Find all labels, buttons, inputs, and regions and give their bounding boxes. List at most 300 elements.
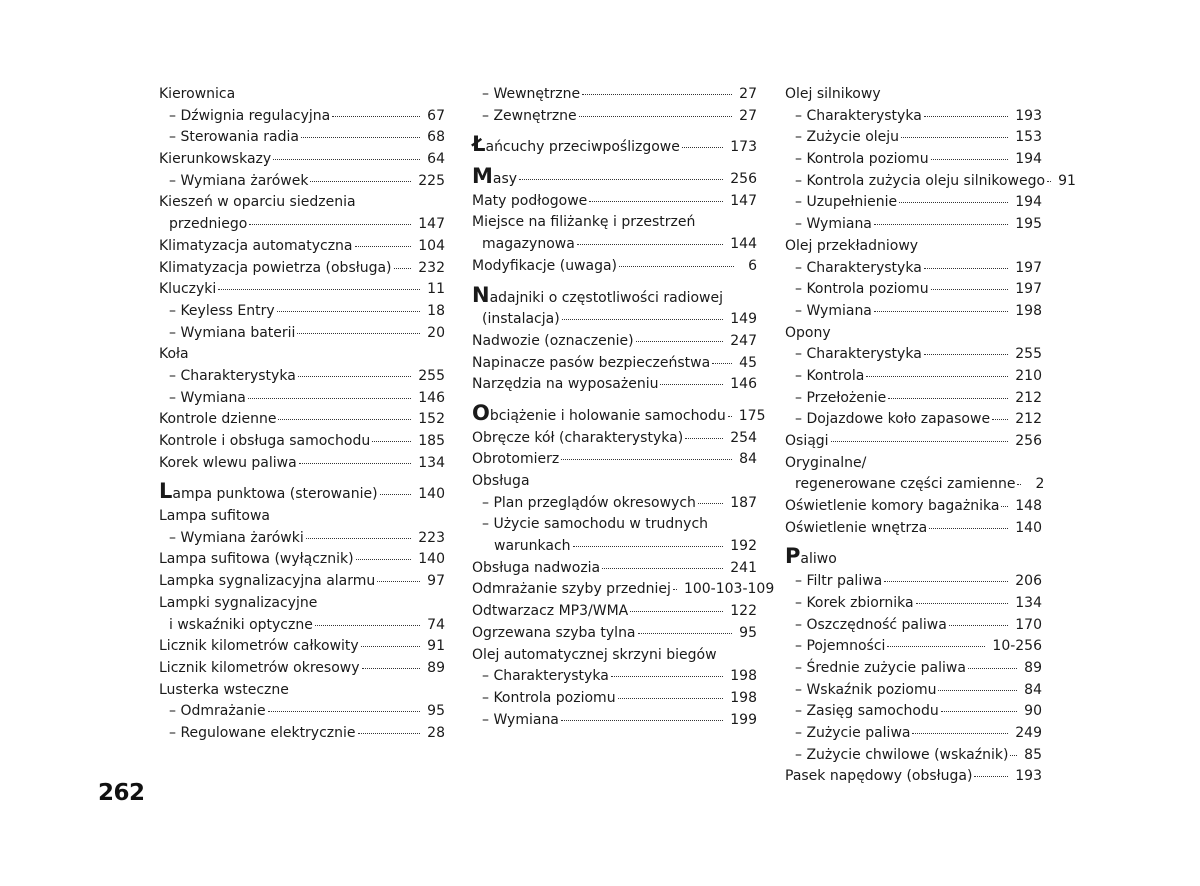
dot-leader: [278, 419, 411, 420]
entry-page-number: 249: [1015, 724, 1042, 741]
index-subentry: [785, 615, 1042, 637]
entry-page-number: 10-256: [992, 638, 1042, 655]
entry-label: – Filtr paliwa: [795, 573, 883, 590]
dot-leader: [297, 333, 420, 334]
entry-label: – Regulowane elektrycznie: [169, 724, 356, 741]
entry-label-rest: bciążenie i holowanie samochodu: [489, 407, 726, 424]
entry-page-number: 170: [1015, 616, 1042, 633]
dot-leader: [362, 668, 421, 669]
index-entry: [472, 309, 757, 331]
index-subentry: [159, 723, 445, 745]
index-subentry: [472, 493, 757, 515]
index-entry: [472, 579, 775, 601]
entry-label: – Użycie samochodu w trudnych: [482, 516, 709, 533]
dot-leader: [673, 589, 677, 590]
entry-page-number: 247: [730, 332, 757, 349]
entry-page-number: 6: [748, 257, 757, 274]
index-entry: [159, 506, 445, 528]
entry-label: regenerowane części zamienne: [795, 476, 1016, 493]
index-entry: [472, 282, 757, 310]
entry-label: Klimatyzacja automatyczna: [159, 237, 353, 254]
section-initial: Ł: [472, 132, 486, 157]
entry-page-number: 198: [730, 668, 757, 685]
entry-label: [472, 400, 726, 428]
entry-label: – Kontrola poziomu: [482, 689, 616, 706]
index-subentry: [472, 84, 757, 106]
dot-leader: [573, 546, 724, 547]
index-subentry: [785, 106, 1042, 128]
entry-label: – Charakterystyka: [795, 346, 922, 363]
dot-leader: [916, 603, 1009, 604]
dot-leader: [874, 224, 1008, 225]
entry-label: Kierownica: [159, 86, 236, 102]
entry-label: (instalacja): [482, 311, 560, 328]
entry-label-rest: aliwo: [800, 551, 837, 568]
dot-leader: [315, 625, 420, 626]
entry-page-number: 212: [1015, 389, 1042, 406]
entry-page-number: 153: [1015, 129, 1042, 146]
entry-label: – Zasięg samochodu: [795, 703, 939, 720]
entry-label: – Charakterystyka: [169, 367, 296, 384]
dot-leader: [949, 625, 1008, 626]
index-entry: [472, 623, 757, 645]
entry-label-rest: adajniki o częstotliwości radiowej: [489, 289, 723, 306]
dot-leader: [249, 224, 411, 225]
index-subentry: [785, 723, 1042, 745]
entry-label: Lampka sygnalizacyjna alarmu: [159, 573, 376, 590]
dot-leader: [968, 668, 1017, 669]
entry-label: magazynowa: [482, 236, 575, 253]
dot-leader: [941, 711, 1017, 712]
entry-page-number: 198: [730, 689, 757, 706]
dot-leader: [636, 341, 724, 342]
entry-page-number: 134: [1015, 594, 1042, 611]
entry-label: – Kontrola: [795, 367, 865, 384]
entry-page-number: 89: [427, 659, 445, 676]
index-entry: [785, 236, 1042, 258]
index-entry: [159, 431, 445, 453]
entry-page-number: 147: [730, 192, 757, 209]
entry-page-number: 212: [1015, 411, 1042, 428]
entry-label: Licznik kilometrów całkowity: [159, 638, 359, 655]
index-entry: [785, 518, 1042, 540]
entry-label: – Wymiana: [795, 216, 872, 233]
entry-label: Olej silnikowy: [785, 86, 881, 102]
dot-leader: [306, 538, 412, 539]
dot-leader: [938, 690, 1017, 691]
dot-leader: [912, 733, 1008, 734]
index-subentry: [159, 127, 445, 149]
entry-page-number: 134: [418, 454, 445, 471]
dot-leader: [924, 116, 1008, 117]
entry-label: Odtwarzacz MP3/WMA: [472, 603, 629, 620]
entry-label: – Charakterystyka: [795, 107, 922, 124]
dot-leader: [1047, 181, 1051, 182]
dot-leader: [924, 268, 1008, 269]
entry-page-number: 254: [730, 429, 757, 446]
entry-label: [472, 132, 680, 159]
entry-page-number: 195: [1015, 216, 1042, 233]
entry-page-number: 140: [418, 551, 445, 568]
dot-leader: [380, 494, 412, 495]
entry-page-number: 18: [427, 302, 445, 319]
dot-leader: [298, 376, 411, 377]
dot-leader: [728, 416, 732, 417]
index-entry: [472, 428, 757, 450]
index-subentry: [785, 388, 1042, 410]
entry-page-number: 173: [730, 139, 757, 156]
entry-page-number: 144: [730, 236, 757, 253]
dot-leader: [884, 581, 1008, 582]
index-subentry: [472, 666, 757, 688]
index-subentry: [785, 301, 1042, 323]
entry-label: przedniego: [169, 216, 248, 233]
dot-leader: [561, 720, 723, 721]
entry-label: Narzędzia na wyposażeniu: [472, 376, 659, 393]
entry-label: – Charakterystyka: [795, 259, 922, 276]
dot-leader: [901, 137, 1008, 138]
dot-leader: [377, 581, 420, 582]
entry-page-number: 27: [739, 107, 757, 124]
entry-label: – Zużycie oleju: [795, 129, 900, 146]
index-entry: [159, 236, 445, 258]
entry-page-number: 225: [418, 172, 445, 189]
index-column-3: [785, 84, 1076, 788]
index-subentry: [472, 688, 757, 710]
dot-leader: [866, 376, 1008, 377]
entry-label: Obsługa nadwozia: [472, 559, 601, 576]
dot-leader: [831, 441, 1009, 442]
entry-label: [472, 164, 518, 191]
entry-label: – Oszczędność paliwa: [795, 616, 947, 633]
dot-leader: [924, 354, 1008, 355]
dot-leader: [611, 676, 723, 677]
index-column-1: [159, 84, 445, 745]
index-entry: [472, 558, 757, 580]
index-entry: [159, 479, 445, 506]
entry-label: – Zużycie paliwa: [795, 724, 911, 741]
entry-page-number: 140: [1015, 519, 1042, 536]
entry-page-number: 197: [1015, 259, 1042, 276]
dot-leader: [589, 201, 723, 202]
entry-label: – Średnie zużycie paliwa: [795, 659, 966, 676]
entry-label: – Wymiana: [795, 302, 872, 319]
entry-label: Miejsce na filiżankę i przestrzeń: [472, 214, 696, 231]
entry-label: [159, 479, 378, 506]
index-subentry: [785, 192, 1042, 214]
dot-leader: [582, 94, 732, 95]
index-entry: [159, 192, 445, 214]
dot-leader: [638, 633, 733, 634]
dot-leader: [660, 384, 723, 385]
entry-label: – Wymiana żarówek: [169, 172, 309, 189]
entry-page-number: 223: [418, 529, 445, 546]
entry-label: – Kontrola poziomu: [795, 151, 929, 168]
entry-page-number: 256: [730, 171, 757, 188]
dot-leader: [579, 116, 733, 117]
entry-label: – Dźwignia regulacyjna: [169, 107, 331, 124]
dot-leader: [602, 568, 723, 569]
entry-page-number: 210: [1015, 367, 1042, 384]
entry-page-number: 232: [418, 259, 445, 276]
dot-leader: [874, 311, 1008, 312]
dot-leader: [277, 311, 421, 312]
dot-leader: [712, 363, 732, 364]
entry-page-number: 27: [739, 86, 757, 102]
entry-label: – Kontrola zużycia oleju silnikowego: [795, 172, 1046, 189]
entry-label: – Dojazdowe koło zapasowe: [795, 411, 991, 428]
entry-label: Osiągi: [785, 433, 829, 449]
dot-leader: [1010, 755, 1017, 756]
entry-label: – Pojemności: [795, 638, 886, 655]
dot-leader: [372, 441, 411, 442]
entry-label: – Przełożenie: [795, 389, 887, 406]
index-subentry: [785, 279, 1042, 301]
entry-page-number: 149: [730, 311, 757, 328]
index-entry: [159, 549, 445, 571]
dot-leader: [562, 319, 724, 320]
entry-page-number: 89: [1024, 659, 1042, 676]
entry-page-number: 193: [1015, 107, 1042, 124]
index-entry: [472, 449, 757, 471]
index-entry: [785, 766, 1042, 788]
entry-label: Obręcze kół (charakterystyka): [472, 429, 684, 446]
dot-leader: [561, 459, 732, 460]
entry-label: Licznik kilometrów okresowy: [159, 659, 360, 676]
index-column-2: [472, 84, 775, 731]
dot-leader: [301, 137, 420, 138]
entry-page-number: 175: [738, 407, 766, 424]
index-entry: [785, 84, 1042, 106]
index-subentry: [159, 388, 445, 410]
index-entry: [159, 409, 445, 431]
index-entry: [785, 544, 1042, 571]
entry-label: Oryginalne/: [785, 454, 867, 471]
index-entry: [785, 323, 1042, 345]
index-subentry: [785, 680, 1042, 702]
dot-leader: [974, 776, 1008, 777]
dot-leader: [361, 646, 420, 647]
entry-page-number: 85: [1024, 746, 1042, 763]
dot-leader: [899, 202, 1008, 203]
index-subentry: [785, 214, 1042, 236]
index-entry: [472, 234, 757, 256]
index-entry: [472, 536, 757, 558]
entry-page-number: 91: [1058, 172, 1076, 189]
entry-page-number: 199: [730, 711, 757, 728]
entry-page-number: 187: [730, 494, 757, 511]
dot-leader: [929, 528, 1008, 529]
entry-page-number: 241: [730, 559, 757, 576]
entry-label: Obrotomierz: [472, 451, 560, 468]
entry-page-number: 194: [1015, 151, 1042, 168]
entry-label: – Wewnętrzne: [482, 86, 581, 102]
entry-label: Modyfikacje (uwaga): [472, 257, 618, 274]
index-subentry: [785, 745, 1042, 767]
entry-label: Odmrażanie szyby przedniej: [472, 581, 671, 598]
entry-page-number: 146: [418, 389, 445, 406]
dot-leader: [931, 289, 1009, 290]
index-entry: [472, 400, 766, 428]
entry-page-number: 2: [1035, 476, 1045, 493]
index-subentry: [472, 710, 757, 732]
entry-label: Lampa sufitowa (wyłącznik): [159, 551, 354, 568]
entry-page-number: 122: [730, 603, 757, 620]
index-subentry: [785, 409, 1042, 431]
dot-leader: [394, 268, 412, 269]
entry-label: – Odmrażanie: [169, 703, 266, 720]
index-entry: [472, 212, 757, 234]
entry-label: – Korek zbiornika: [795, 594, 914, 611]
dot-leader: [685, 438, 723, 439]
entry-label: Opony: [785, 324, 831, 341]
entry-label: Koła: [159, 346, 189, 363]
entry-page-number: 194: [1015, 194, 1042, 211]
dot-leader: [519, 179, 723, 180]
dot-leader: [218, 289, 420, 290]
entry-page-number: 45: [739, 354, 757, 371]
index-entry: [472, 132, 757, 159]
entry-label: Maty podłogowe: [472, 192, 588, 209]
entry-page-number: 95: [739, 624, 757, 641]
entry-label: Oświetlenie wnętrza: [785, 519, 928, 536]
index-entry: [159, 593, 445, 615]
dot-leader: [248, 398, 411, 399]
entry-page-number: 68: [427, 129, 445, 146]
entry-page-number: 28: [427, 724, 445, 741]
index-subentry: [472, 106, 757, 128]
index-entry: [159, 571, 445, 593]
dot-leader: [273, 159, 420, 160]
index-subentry: [785, 344, 1042, 366]
index-entry: [472, 645, 757, 667]
index-entry: [472, 601, 757, 623]
index-entry: [159, 615, 445, 637]
dot-leader: [1017, 484, 1021, 485]
index-entry: [472, 471, 757, 493]
entry-label: Kierunkowskazy: [159, 151, 272, 168]
index-subentry: [159, 106, 445, 128]
dot-leader: [332, 116, 420, 117]
index-entry: [472, 331, 757, 353]
entry-page-number: 152: [418, 411, 445, 428]
entry-label: Kontrole i obsługa samochodu: [159, 433, 371, 449]
section-initial: N: [472, 282, 490, 307]
index-subentry: [159, 528, 445, 550]
entry-page-number: 197: [1015, 281, 1042, 298]
index-entry: [159, 680, 445, 702]
dot-leader: [888, 398, 1008, 399]
entry-label: i wskaźniki optyczne: [169, 616, 313, 633]
entry-page-number: 84: [1024, 681, 1042, 698]
entry-page-number: 74: [427, 616, 445, 633]
entry-label: – Wskaźnik poziomu: [795, 681, 937, 698]
index-entry: [159, 279, 445, 301]
entry-label: Nadwozie (oznaczenie): [472, 332, 634, 349]
entry-label: Olej automatycznej skrzyni biegów: [472, 646, 717, 663]
index-entry: [159, 149, 445, 171]
entry-page-number: 84: [739, 451, 757, 468]
entry-page-number: 67: [427, 107, 445, 124]
page-number: 262: [98, 780, 145, 806]
index-subentry: [159, 701, 445, 723]
entry-label: Kieszeń w oparciu siedzenia: [159, 194, 356, 211]
dot-leader: [268, 711, 421, 712]
entry-label: [785, 544, 837, 571]
index-entry: [472, 353, 757, 375]
index-entry: [159, 636, 445, 658]
dot-leader: [992, 419, 1008, 420]
index-entry: [785, 453, 1042, 475]
entry-label: Korek wlewu paliwa: [159, 454, 297, 471]
entry-label: Napinacze pasów bezpieczeństwa: [472, 354, 711, 371]
entry-label: – Wymiana: [482, 711, 559, 728]
index-entry: [159, 214, 445, 236]
dot-leader: [887, 646, 985, 647]
dot-leader: [356, 559, 412, 560]
dot-leader: [931, 159, 1009, 160]
dot-leader: [299, 463, 412, 464]
index-subentry: [785, 701, 1042, 723]
entry-page-number: 255: [1015, 346, 1042, 363]
entry-label: – Wymiana baterii: [169, 324, 296, 341]
section-initial: O: [472, 400, 490, 425]
index-entry: [159, 453, 445, 475]
entry-page-number: 97: [427, 573, 445, 590]
entry-page-number: 198: [1015, 302, 1042, 319]
index-subentry: [785, 658, 1042, 680]
index-subentry: [785, 258, 1042, 280]
entry-label: – Wymiana żarówki: [169, 529, 304, 546]
index-subentry: [785, 149, 1042, 171]
entry-page-number: 193: [1015, 768, 1042, 785]
index-entry: [159, 658, 445, 680]
entry-label: Lusterka wsteczne: [159, 681, 289, 698]
entry-label: [472, 282, 723, 310]
entry-page-number: 91: [427, 638, 445, 655]
entry-page-number: 255: [418, 367, 445, 384]
index-entry: [159, 84, 445, 106]
entry-label: – Kontrola poziomu: [795, 281, 929, 298]
entry-page-number: 146: [730, 376, 757, 393]
entry-page-number: 90: [1024, 703, 1042, 720]
entry-page-number: 140: [418, 486, 445, 503]
dot-leader: [618, 698, 724, 699]
dot-leader: [358, 733, 421, 734]
index-entry: [785, 496, 1042, 518]
dot-leader: [619, 266, 734, 267]
entry-page-number: 104: [418, 237, 445, 254]
index-entry: [472, 374, 757, 396]
dot-leader: [577, 244, 723, 245]
index-subentry: [785, 636, 1042, 658]
index-entry: [785, 431, 1042, 453]
entry-page-number: 95: [427, 703, 445, 720]
index-entry: [159, 344, 445, 366]
entry-label: Olej przekładniowy: [785, 237, 919, 254]
entry-label: Kluczyki: [159, 281, 217, 298]
dot-leader: [1001, 506, 1008, 507]
entry-page-number: 185: [418, 433, 445, 449]
entry-page-number: 192: [730, 538, 757, 555]
entry-page-number: 20: [427, 324, 445, 341]
entry-label: – Wymiana: [169, 389, 246, 406]
dot-leader: [682, 147, 723, 148]
entry-page-number: 100-103-109: [683, 581, 775, 598]
entry-page-number: 64: [427, 151, 445, 168]
entry-label: warunkach: [494, 538, 571, 555]
entry-label: – Sterowania radia: [169, 129, 299, 146]
